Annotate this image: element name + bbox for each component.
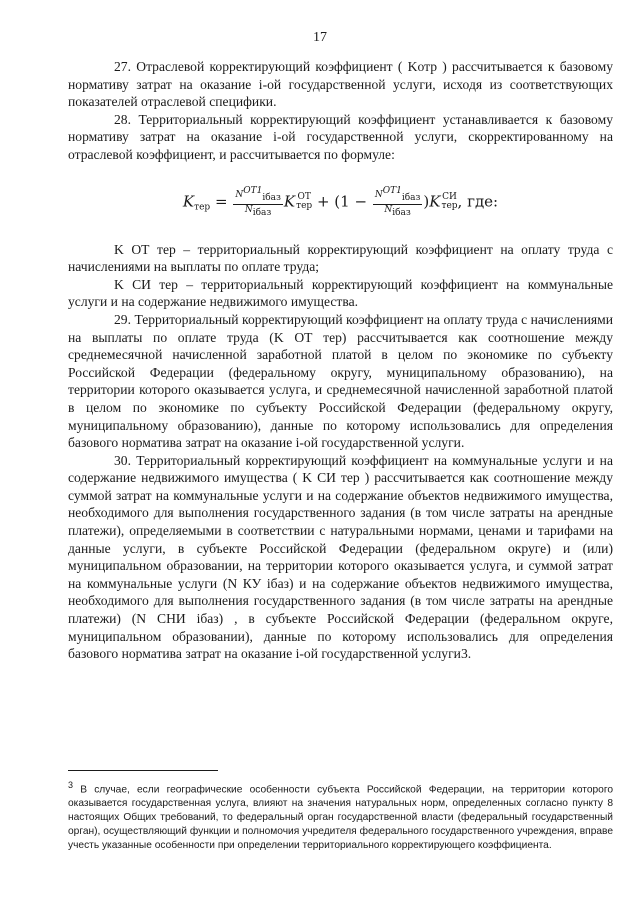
footnote-mark: 3 [68, 780, 74, 790]
paragraph-29: 29. Территориальный корректирующий коэффициент на оплату труда с начислениями на выплаты по оплате труда (K ОТ тер) рассчитывается как соотношение между среднемесячной начисленной заработной платой в целом по экономике по субъекту Российской Федерации (федеральному округу, муниципальному образованию), на территории которого оказывается услуга, и среднемесячной начисленной заработной платой в целом по экономике по субъекту Российской Федерации (федеральному округу, муниципальному образованию), данные по которому использовались для определения базового норматива затрат на оказание i-ой государственной услуги. [68, 311, 613, 451]
footnote-text: В случае, если географические особенности субъекта Российской Федерации, на территории которого оказывается государственная услуга, влияют на значения натуральных норм, определенных согласно пункту 8 настоящих Общих требований, то федеральный орган государственной власти (федеральный государственный орган), осуществляющий функции и полномочия учредителя федерального государственного учреждения, вправе учесть указанные особенности при определении территориального корректирующего коэффициента. [68, 784, 613, 852]
document-body [68, 58, 613, 663]
paragraph-30: 30. Территориальный корректирующий коэффициент на коммунальные услуги и на содержание недвижимого имущества ( K СИ тер ) рассчитывается как соотношение между суммой затрат на коммунальные услуги и на содержание объектов недвижимого имущества, необходимого для выполнения государственного задания (в том числе затраты на арендные платежи), определяемыми в соответствии с натуральными нормами, ценами и тарифами на данные услуги, в субъекте Российской Федерации (федеральном округе) и (или) муниципальном образовании, на территории которого оказывается услуга, и суммой затрат на коммунальные услуги (N КУ iбаз) и на содержание объектов недвижимого имущества, необходимого для выполнения государственного задания (в том числе затраты на арендные платежи) (N СНИ iбаз) , в субъекте Российской Федерации (федеральном округе, муниципальном образовании), данные по которому использовались для определения базового норматива затрат на оказание i-ой государственной услуги3. [68, 452, 613, 662]
footnote-divider [68, 770, 218, 771]
definition-k-ot: K ОТ тер – территориальный корректирующий коэффициент на оплату труда с начислениями на выплаты по оплате труда; [68, 241, 613, 275]
paragraph-28: 28. Территориальный корректирующий коэффициент устанавливается к базовому нормативу затрат на оказание i-ой государственной услуги, скорректированному на отраслевой коэффициент, и рассчитывается по формуле: [68, 111, 613, 162]
paragraph-27: 27. Отраслевой корректирующий коэффициент ( Kотр ) рассчитывается к базовому нормативу затрат на оказание i-ой государственной услуги, исходя из соответствующих показателей отраслевой специфики. [68, 59, 613, 110]
fraction: $\frac{N^{ОТ1}iбаз}{\text{Niбаз}}$ [235, 185, 281, 218]
formula-k-ter: $K_{тер}$ = $\frac{N^{ОТ1}iбаз}{\text{Niбаз}}$ K ОТ тер + (1 − $\frac{N^{ОТ1}iбаз}{\text{Niбаз}}$ )K СИ тер , где: [182, 185, 499, 218]
footnote [68, 778, 613, 853]
definition-k-si: K СИ тер – территориальный корректирующий коэффициент на коммунальные услуги и на содержание недвижимого имущества. [68, 276, 613, 310]
page-number: 17 [313, 30, 327, 45]
